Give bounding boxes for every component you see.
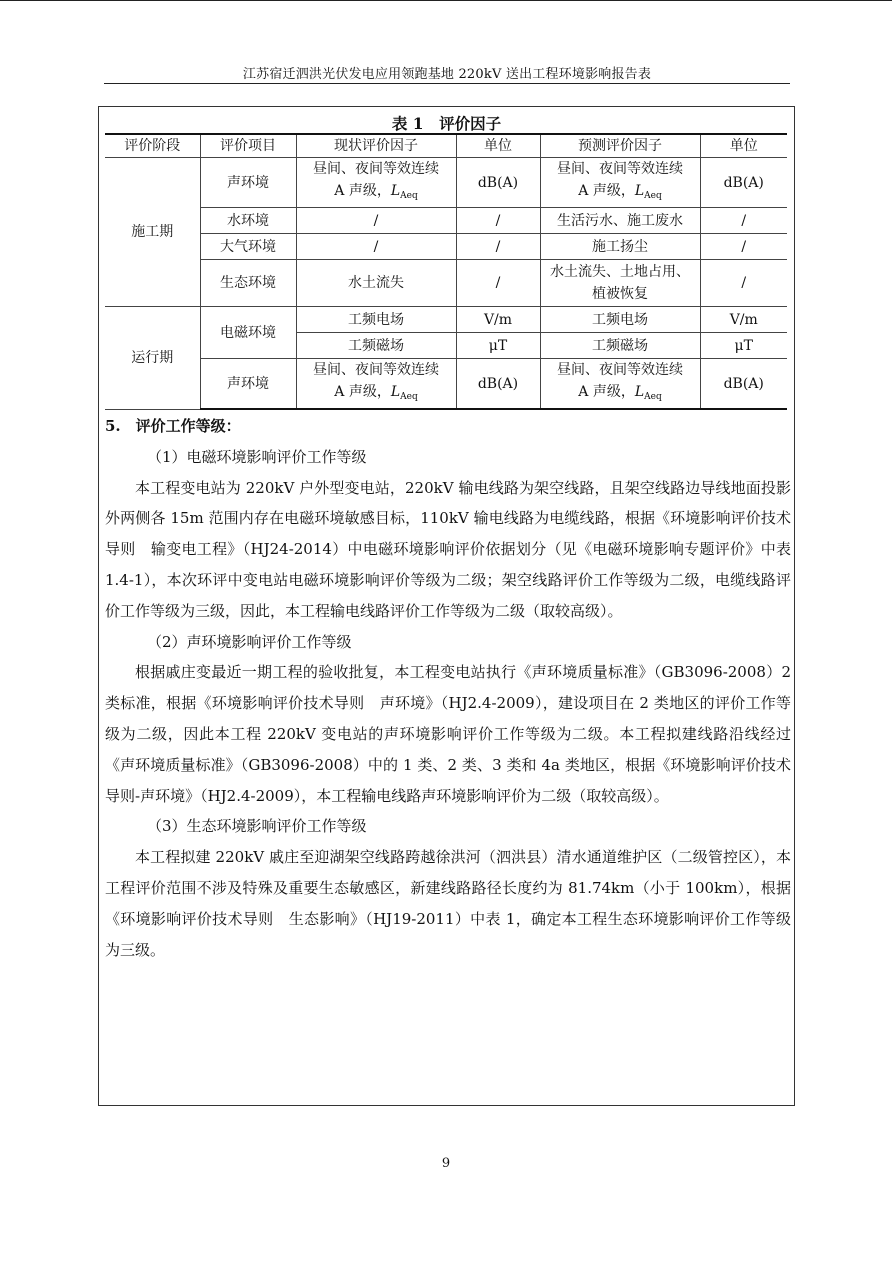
predicted-factor-cell: 生活污水、施工废水 xyxy=(540,208,700,234)
current-factor-cell: 工频电场 xyxy=(296,307,456,333)
item-cell: 水环境 xyxy=(200,208,296,234)
header-rule xyxy=(104,83,790,84)
stage-cell-construction: 施工期 xyxy=(105,158,200,307)
header-cell: 评价项目 xyxy=(200,134,296,158)
item-cell: 生态环境 xyxy=(200,260,296,307)
table-row xyxy=(105,234,787,260)
table-row xyxy=(105,359,787,410)
current-factor-cell: 水土流失 xyxy=(296,260,456,307)
paragraph-ecology: 本工程拟建 220kV 戚庄至迎湖架空线路跨越徐洪河（泗洪县）清水通道维护区（二级管控区），本工程评价范围不涉及特殊及重要生态敏感区，新建线路路径长度约为 81.74km（小于 100km），根据《环境影响评价技术导则 生态影响》（HJ19-2011）中表 1，确定本工程生态环境影响评价工作等级为三级。 xyxy=(105,848,791,959)
header-cell: 单位 xyxy=(456,134,540,158)
unit-cell: V/m xyxy=(700,307,787,333)
subheading-ecology: （3）生态环境影响评价工作等级 xyxy=(147,817,367,836)
predicted-factor-cell: 工频磁场 xyxy=(540,333,700,359)
content-frame xyxy=(98,106,795,1106)
predicted-factor-cell: 施工扬尘 xyxy=(540,234,700,260)
unit-cell: dB(A) xyxy=(456,359,540,410)
unit-cell: dB(A) xyxy=(700,359,787,410)
unit-cell: / xyxy=(700,260,787,307)
unit-cell: μT xyxy=(456,333,540,359)
table-header-row xyxy=(105,134,787,158)
unit-cell: dB(A) xyxy=(700,158,787,208)
header-cell: 单位 xyxy=(700,134,787,158)
unit-cell: V/m xyxy=(456,307,540,333)
table-row xyxy=(105,158,787,208)
current-factor-cell: / xyxy=(296,234,456,260)
unit-cell: / xyxy=(700,234,787,260)
stage-cell-operation: 运行期 xyxy=(105,307,200,410)
top-border-line xyxy=(0,0,892,1)
predicted-factor-cell: 昼间、夜间等效连续 A 声级，$L_{Aeq}$ xyxy=(540,359,700,410)
predicted-factor-cell: 水土流失、土地占用、 植被恢复 xyxy=(540,260,700,307)
header-cell: 预测评价因子 xyxy=(540,134,700,158)
subheading-em: （1）电磁环境影响评价工作等级 xyxy=(147,447,367,466)
item-cell: 声环境 xyxy=(200,359,296,410)
page-header: 江苏宿迁泗洪光伏发电应用领跑基地 220kV 送出工程环境影响报告表 xyxy=(242,67,652,82)
paragraph-noise: 根据戚庄变最近一期工程的验收批复，本工程变电站执行《声环境质量标准》（GB3096-2008）2 类标准，根据《环境影响评价技术导则 声环境》（HJ2.4-2009），建设项目在 2 类地区的评价工作等级为二级，因此本工程 220kV 变电站的声环境影响评价工作等级为二级。本工程拟建线路沿线经过《声环境质量标准》（GB3096-2008）中的 1 类、2 类、3 类和 4a 类地区，根据《环境影响评价技术导则-声环境》（HJ2.4-2009），本工程输电线路声环境影响评价为二级（取较高级）。 xyxy=(105,663,791,805)
table-row xyxy=(105,307,787,333)
unit-cell: dB(A) xyxy=(456,158,540,208)
table-row xyxy=(105,260,787,307)
item-cell: 电磁环境 xyxy=(200,307,296,359)
predicted-factor-cell: 昼间、夜间等效连续 A 声级，$L_{Aeq}$ xyxy=(540,158,700,208)
unit-cell: / xyxy=(456,234,540,260)
item-cell: 大气环境 xyxy=(200,234,296,260)
current-factor-cell: / xyxy=(296,208,456,234)
unit-cell: / xyxy=(700,208,787,234)
section-heading: 5. 评价工作等级： xyxy=(105,417,241,435)
assessment-level-section xyxy=(105,411,791,965)
subheading-noise: （2）声环境影响评价工作等级 xyxy=(147,632,352,651)
header-cell: 现状评价因子 xyxy=(296,134,456,158)
unit-cell: / xyxy=(456,260,540,307)
current-factor-cell: 工频磁场 xyxy=(296,333,456,359)
evaluation-factors-table xyxy=(105,133,787,410)
current-factor-cell: 昼间、夜间等效连续 A 声级，$L_{Aeq}$ xyxy=(296,158,456,208)
current-factor-cell: 昼间、夜间等效连续 A 声级，$L_{Aeq}$ xyxy=(296,359,456,410)
item-cell: 声环境 xyxy=(200,158,296,208)
header-cell: 评价阶段 xyxy=(105,134,200,158)
unit-cell: / xyxy=(456,208,540,234)
unit-cell: μT xyxy=(700,333,787,359)
page-number: 9 xyxy=(441,1156,451,1171)
table-caption: 表 1 评价因子 xyxy=(391,114,502,133)
predicted-factor-cell: 工频电场 xyxy=(540,307,700,333)
paragraph-em: 本工程变电站为 220kV 户外型变电站，220kV 输电线路为架空线路，且架空线路边导线地面投影外两侧各 15m 范围内存在电磁环境敏感目标，110kV 输电线路为电缆线路，根据《环境影响评价技术导则 输变电工程》（HJ24-2014）中电磁环境影响评价依据划分（见《电磁环境影响专题评价》中表 1.4-1），本次环评中变电站电磁环境影响评价等级为二级；架空线路评价工作等级为二级，电缆线路评价工作等级为三级，因此，本工程输电线路评价工作等级为二级（取较高级）。 xyxy=(105,478,791,620)
table-row xyxy=(105,208,787,234)
